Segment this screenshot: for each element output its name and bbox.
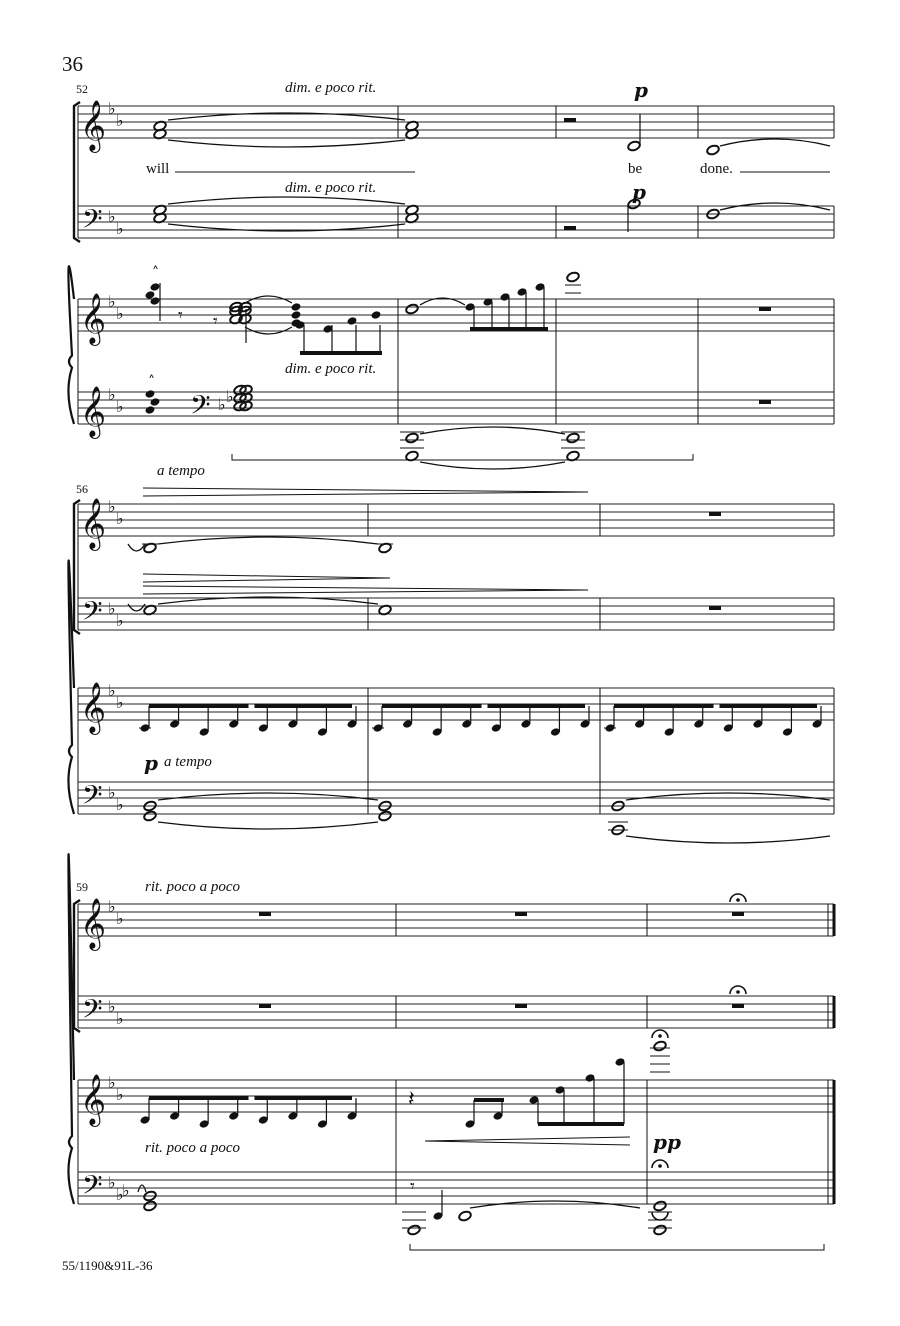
bass-clef: 𝄢 [82, 1169, 103, 1207]
treble-clef: 𝄞 [80, 100, 107, 151]
staff-choir-bass [78, 598, 834, 630]
decrescendo-hairpin [143, 574, 390, 582]
staff-piano-rh [78, 299, 834, 331]
whole-note [566, 432, 580, 444]
flat-sign: ♭ [116, 1185, 124, 1204]
staff-piano-lh [78, 1172, 834, 1204]
eighth-rest: 𝄾 [178, 305, 183, 326]
whole-rest [515, 912, 527, 916]
flat-sign: ♭ [122, 1181, 130, 1200]
bass-clef: 𝄢 [190, 389, 211, 427]
tie [158, 537, 378, 544]
whole-note [653, 1200, 667, 1212]
whole-rest [759, 307, 771, 311]
flat-sign: ♭ [116, 909, 124, 928]
flat-sign: ♭ [108, 497, 116, 516]
treble-clef: 𝄞 [80, 293, 107, 344]
beam [300, 351, 382, 355]
staff-choir-treble [78, 904, 834, 936]
crescendo-hairpin [425, 1137, 630, 1145]
flat-sign: ♭ [218, 395, 226, 414]
staff-choir-treble [78, 106, 834, 138]
treble-clef: 𝄞 [80, 682, 107, 733]
decrescendo-hairpin [143, 586, 588, 594]
flat-sign: ♭ [116, 693, 124, 712]
measure-number-52: 52 [76, 82, 88, 96]
whole-note [143, 1200, 157, 1212]
eighth-note [347, 316, 358, 326]
beam [614, 704, 714, 708]
whole-note [566, 271, 580, 283]
flat-sign: ♭ [116, 1009, 124, 1028]
whole-rest [709, 512, 721, 516]
direction-dim-bass: dim. e poco rit. [285, 180, 377, 196]
whole-rest [732, 1004, 744, 1008]
fermata [730, 894, 746, 902]
flat-sign: ♭ [116, 397, 124, 416]
bass-clef: 𝄢 [82, 993, 103, 1031]
fermata [652, 1160, 668, 1168]
tie [158, 822, 378, 829]
half-rest [564, 118, 576, 122]
direction-rit-choir: rit. poco a poco [145, 879, 240, 895]
beam [382, 704, 482, 708]
tie [138, 1185, 146, 1192]
staff-choir-treble [78, 504, 834, 536]
whole-note [706, 144, 720, 156]
flat-sign: ♭ [108, 385, 116, 404]
eighth-note [371, 310, 382, 320]
flat-sign: ♭ [116, 611, 124, 630]
chord-note [145, 405, 156, 415]
tie [720, 139, 830, 146]
staff-choir-bass [78, 996, 834, 1028]
flat-sign: ♭ [116, 509, 124, 528]
flat-sign: ♭ [108, 681, 116, 700]
whole-rest [515, 1004, 527, 1008]
beam [149, 1096, 249, 1100]
whole-note [405, 303, 419, 315]
dynamic-p-piano: p [144, 751, 158, 775]
direction-dim-treble: dim. e poco rit. [285, 80, 377, 96]
quarter-rest: 𝄽 [408, 1087, 415, 1112]
beam [474, 1098, 504, 1102]
accent: ˄ [148, 374, 155, 390]
flat-sign: ♭ [108, 292, 116, 311]
tie [720, 203, 830, 210]
tie [128, 544, 145, 551]
eighth-rest: 𝄾 [410, 1176, 415, 1197]
whole-note [458, 1210, 472, 1222]
whole-rest [259, 912, 271, 916]
whole-note [653, 1040, 667, 1052]
chord-note [291, 310, 302, 320]
tie [168, 140, 405, 147]
flat-sign: ♭ [116, 1085, 124, 1104]
whole-rest [732, 912, 744, 916]
measure-number-56: 56 [76, 482, 88, 496]
flat-sign: ♭ [116, 304, 124, 323]
flat-sign: ♭ [116, 795, 124, 814]
flat-sign: ♭ [108, 997, 116, 1016]
flat-sign: ♭ [108, 1073, 116, 1092]
chord-note [145, 389, 156, 399]
fermata [730, 986, 746, 994]
flat-sign: ♭ [116, 219, 124, 238]
beam [470, 327, 548, 331]
whole-note [378, 810, 392, 822]
beam [149, 704, 249, 708]
bass-clef: 𝄢 [82, 595, 103, 633]
measure-number-59: 59 [76, 880, 88, 894]
piano-brace [68, 266, 74, 424]
beam [488, 704, 586, 708]
beam [720, 704, 818, 708]
ottava-bracket [410, 1244, 824, 1250]
treble-clef: 𝄞 [80, 386, 107, 437]
lyric-be: be [628, 161, 643, 177]
flat-sign: ♭ [108, 783, 116, 802]
page-number: 36 [62, 52, 83, 76]
footer-catalog-number: 55/1190&91L-36 [62, 1258, 153, 1273]
chord-note [291, 302, 302, 312]
beam [255, 1096, 353, 1100]
flat-sign: ♭ [108, 207, 116, 226]
tie [168, 197, 405, 204]
whole-note [653, 1224, 667, 1236]
ottava-bracket [232, 454, 693, 460]
staff-choir-bass [78, 206, 834, 238]
whole-rest [259, 1004, 271, 1008]
direction-rit-piano: rit. poco a poco [145, 1140, 240, 1156]
flat-sign: ♭ [116, 111, 124, 130]
lyric-will: will [146, 161, 170, 177]
staff-piano-lh [78, 782, 834, 814]
whole-note [627, 140, 641, 152]
dynamic-p-treble: p [634, 78, 648, 102]
direction-a-tempo-piano: a tempo [164, 754, 212, 770]
flat-sign: ♭ [108, 1173, 116, 1192]
tie [245, 327, 292, 334]
fermata-inverted [652, 1212, 668, 1220]
treble-clef: 𝄞 [80, 898, 107, 949]
tie [128, 604, 145, 611]
flat-sign: ♭ [108, 599, 116, 618]
tie [420, 462, 565, 469]
bass-clef: 𝄢 [82, 203, 103, 241]
direction-a-tempo: a tempo [157, 463, 205, 479]
whole-rest [709, 606, 721, 610]
eighth-rest: 𝄾 [213, 311, 218, 332]
tie [470, 1201, 640, 1208]
tie [420, 427, 565, 434]
tie [245, 296, 292, 303]
flat-sign: ♭ [226, 387, 234, 406]
tie [626, 836, 830, 843]
whole-note [405, 432, 419, 444]
treble-clef: 𝄞 [80, 1074, 107, 1125]
bass-clef: 𝄢 [82, 779, 103, 817]
half-rest [564, 226, 576, 230]
chord-note [150, 397, 161, 407]
whole-note [407, 1224, 421, 1236]
treble-clef: 𝄞 [80, 498, 107, 549]
whole-rest [759, 400, 771, 404]
tie [626, 793, 830, 800]
fermata [652, 1030, 668, 1038]
whole-note [143, 810, 157, 822]
chord-note [150, 282, 161, 292]
lyric-done: done. [700, 161, 733, 177]
decrescendo-hairpin [143, 488, 588, 496]
flat-sign: ♭ [108, 897, 116, 916]
tie [158, 793, 378, 800]
beam [255, 704, 353, 708]
dynamic-p-bass: p [632, 180, 646, 204]
flat-sign: ♭ [108, 99, 116, 118]
dynamic-pp-piano: pp [653, 1130, 681, 1154]
beam [538, 1122, 624, 1126]
accent: ˄ [152, 265, 159, 281]
direction-dim-piano: dim. e poco rit. [285, 361, 377, 377]
